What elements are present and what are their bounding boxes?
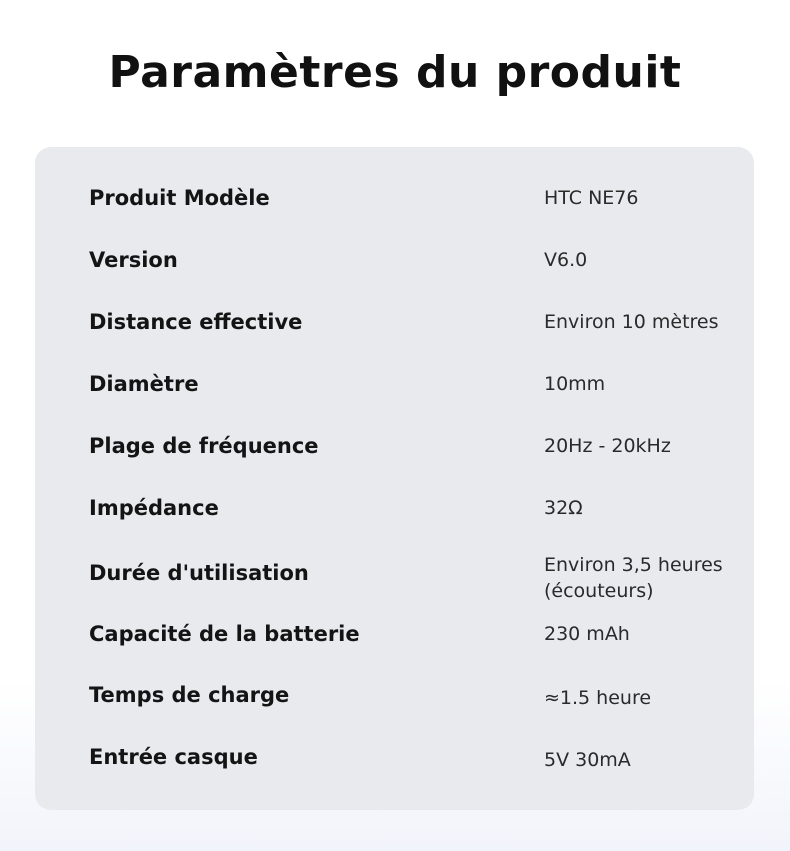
spec-label: Version <box>89 248 178 272</box>
spec-value: ≈1.5 heure <box>544 687 652 709</box>
spec-label: Produit Modèle <box>89 186 270 210</box>
spec-value: 32Ω <box>544 497 583 519</box>
spec-value: 230 mAh <box>544 623 630 645</box>
page-title: Paramètres du produit <box>108 47 682 98</box>
spec-label: Diamètre <box>89 372 199 396</box>
spec-label: Temps de charge <box>89 683 290 707</box>
spec-label: Durée d'utilisation <box>89 561 309 585</box>
spec-label: Capacité de la batterie <box>89 622 360 646</box>
spec-value: 10mm <box>544 373 606 395</box>
spec-value: Environ 10 mètres <box>544 311 719 333</box>
spec-value: V6.0 <box>544 249 588 271</box>
spec-table <box>35 147 754 810</box>
spec-value: HTC NE76 <box>544 187 639 209</box>
spec-value: 20Hz - 20kHz <box>544 435 671 457</box>
spec-value: 5V 30mA <box>544 749 631 771</box>
spec-label: Plage de fréquence <box>89 434 319 458</box>
spec-value: Environ 3,5 heures (écouteurs) <box>544 554 723 602</box>
spec-label: Impédance <box>89 496 219 520</box>
spec-label: Distance effective <box>89 310 303 334</box>
spec-label: Entrée casque <box>89 745 258 769</box>
